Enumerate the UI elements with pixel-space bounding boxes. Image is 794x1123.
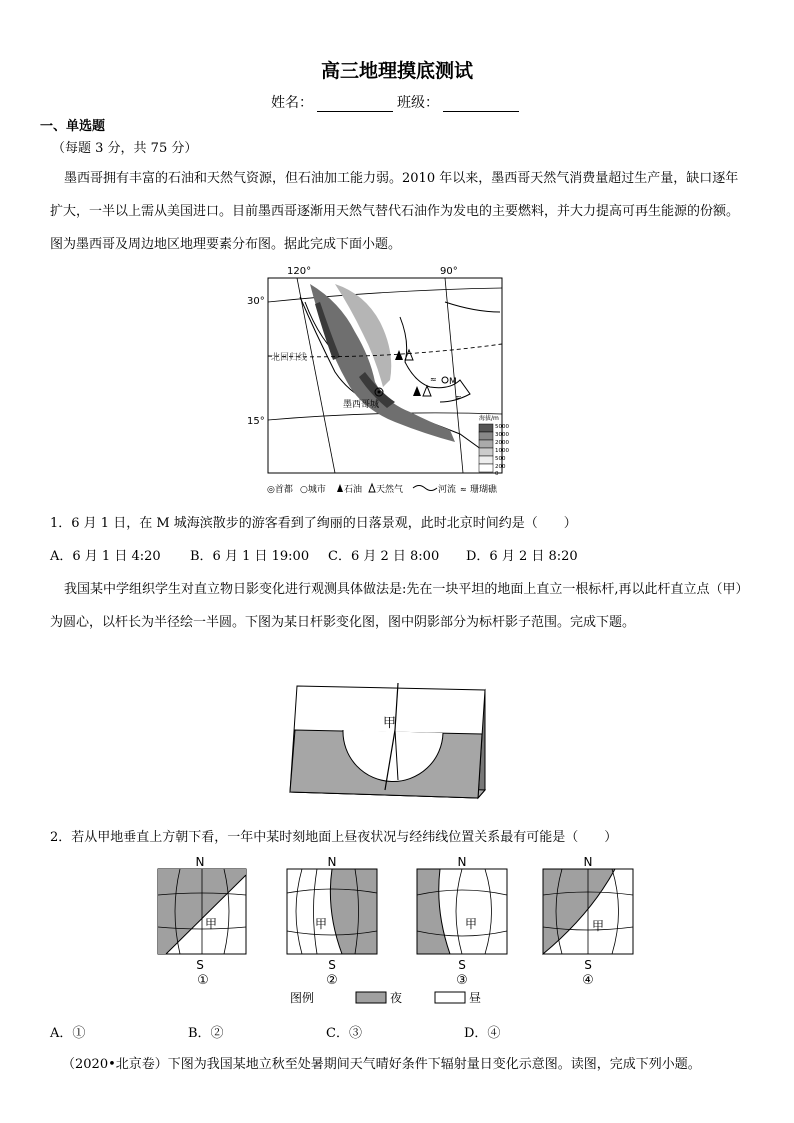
elev-1000: 1000 (495, 448, 509, 454)
class-field[interactable] (443, 97, 519, 112)
panel-1-point: 甲 (205, 917, 218, 931)
q2-option-c[interactable]: C．③ (326, 1026, 362, 1041)
class-label: 班级： (397, 95, 439, 111)
panel-4 (543, 855, 633, 988)
panel-4-south: S (584, 958, 592, 972)
elev-0: 0 (495, 471, 499, 477)
panel-1-label: ① (197, 973, 209, 988)
legend-reef: 珊瑚礁 (470, 485, 498, 495)
lat-bottom-label: 15° (247, 416, 265, 427)
panel-1-north: N (195, 855, 205, 869)
q1-option-b[interactable]: B．6 月 1 日 19:00 (190, 549, 310, 564)
svg-text:≈: ≈ (430, 375, 437, 384)
panel-2-point: 甲 (315, 917, 328, 931)
section-note: （每题 3 分，共 75 分） (52, 141, 198, 156)
panel-3-label: ③ (456, 973, 468, 988)
legend-oil: 石油 (344, 485, 363, 495)
page-title: 高三地理摸底测试 (320, 60, 473, 82)
panel-3-point: 甲 (465, 917, 478, 931)
panel-3 (417, 855, 507, 988)
passage-shadow: 我国某中学组织学生对直立物日影变化进行观测具体做法是:先在一块平坦的地面上直立一根标杆,再以此杆直立点（甲）为圆心，以杆长为半径绘一半圆。下图为某日杆影变化图，图中阴影部分为标杆影子范围。完成下题。 (50, 582, 749, 630)
elev-200: 200 (495, 464, 506, 470)
shadow-board-figure (285, 680, 500, 808)
name-field[interactable] (317, 97, 393, 112)
panel-3-north: N (457, 855, 467, 869)
svg-text:≈: ≈ (455, 393, 462, 402)
lon-left-label: 120° (287, 266, 312, 277)
panel-1 (158, 855, 246, 988)
section-heading: 一、单选题 (40, 119, 106, 134)
panel-2 (287, 855, 377, 988)
question-1-options (50, 545, 578, 564)
elev-3000: 3000 (495, 432, 509, 438)
q1-option-a[interactable]: A．6 月 1 日 4:20 (50, 549, 161, 564)
legend-gas: 天然气 (376, 485, 404, 495)
passage-mexico: 墨西哥拥有丰富的石油和天然气资源，但石油加工能力弱。2010 年以来，墨西哥天然气消费量超过生产量，缺口逐年扩大，一半以上需从美国进口。目前墨西哥逐渐用天然气替代石油作为发电的主要燃料，并大力提高可再生能源的份额。图为墨西哥及周边地区地理要素分布图。据此完成下面小题。 (50, 171, 740, 252)
legend-capital: ◎首都 (267, 485, 293, 495)
legend-city: ○城市 (300, 485, 326, 495)
tropic-label: 北回归线 (271, 353, 308, 363)
legend-night: 夜 (390, 991, 403, 1005)
legend-river: 河流 (438, 485, 457, 495)
capital-label: 墨西哥城 (343, 400, 380, 410)
svg-text:≈: ≈ (460, 485, 467, 494)
name-label: 姓名： (271, 95, 313, 111)
q1-option-c[interactable]: C．6 月 2 日 8:00 (328, 549, 440, 564)
panel-2-label: ② (326, 973, 338, 988)
question-1-stem: 1．6 月 1 日，在 M 城海滨散步的游客看到了绚丽的日落景观，此时北京时间约是（ ） (50, 516, 577, 531)
question-2-stem: 2．若从甲地垂直上方朝下看，一年中某时刻地面上昼夜状况与经纬线位置关系最有可能是（ ） (50, 830, 618, 845)
panel-4-north: N (583, 855, 593, 869)
panel-1-south: S (196, 958, 204, 972)
lat-top-label: 30° (247, 296, 265, 307)
q1-option-d[interactable]: D．6 月 2 日 8:20 (466, 549, 578, 564)
mexico-map (245, 262, 510, 498)
elev-5000: 5000 (495, 424, 509, 430)
legend-day: 昼 (469, 991, 482, 1005)
day-night-panels (150, 855, 650, 1015)
panel-4-label: ④ (582, 973, 594, 988)
q2-option-b[interactable]: B．② (188, 1026, 224, 1041)
elev-500: 500 (495, 456, 506, 462)
q2-option-d[interactable]: D．④ (464, 1026, 501, 1041)
panel-2-north: N (327, 855, 337, 869)
panel-4-point: 甲 (592, 919, 605, 933)
panel-3-south: S (458, 958, 466, 972)
lon-right-label: 90° (440, 266, 458, 277)
legend-title: 图例 (290, 991, 315, 1005)
q2-option-a[interactable]: A．① (50, 1026, 86, 1041)
passage-radiation: （2020•北京卷）下图为我国某地立秋至处暑期间天气晴好条件下辐射量日变化示意图。读图，完成下列小题。 (62, 1057, 701, 1072)
elev-2000: 2000 (495, 440, 509, 446)
city-m-label: M (449, 377, 457, 387)
panel-2-south: S (328, 958, 336, 972)
elevation-title: 海拔/m (479, 415, 499, 422)
question-2-options (50, 1022, 500, 1041)
board-point-label: 甲 (383, 716, 397, 731)
name-class-line (0, 92, 794, 112)
